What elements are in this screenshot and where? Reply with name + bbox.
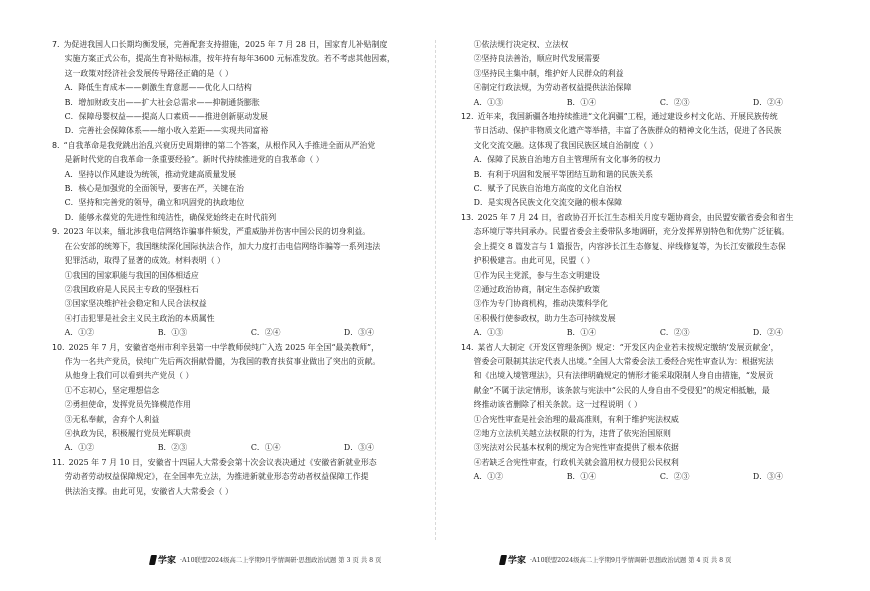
stem-line: 作为一名共产党员，侯纯广先后两次捐献骨髓，为我国的教育扶贫事业做出了突出的贡献。 <box>64 356 381 366</box>
option-a[interactable]: A．降低生育成本——刺激生育意愿——优化人口结构 <box>64 83 252 93</box>
question-number: 10. <box>52 342 65 352</box>
statement-2: ②我国政府是人民民主专政的坚强柱石 <box>64 284 199 294</box>
question-14 <box>461 341 846 485</box>
choice-a[interactable]: A．①③ <box>473 97 503 107</box>
choice-a[interactable]: A．①② <box>64 328 94 338</box>
answer-choices <box>461 96 846 110</box>
stem-line: 管委会可限制其法定代表人出境。”全国人大常委会法工委经合宪性审查认为：根据宪法 <box>473 356 774 366</box>
question-stem: 14. 某省人大制定《开发区管理条例》规定：“开发区内企业若未按规定缴纳‘发展贡献金’， <box>461 342 779 352</box>
statement-2: ②勇担使命，发挥党员先锋模范作用 <box>64 400 191 410</box>
logo-icon <box>499 555 507 565</box>
option-b[interactable]: B．有利于巩固和发展平等团结互助和谐的民族关系 <box>473 169 654 179</box>
stem-line: 供法治支撑。由此可见，安徽省人大常委会（ ） <box>64 486 233 496</box>
question-stem: 13. 2025 年 7 月 24 日，省政协召开长江生态相关月度专题协商会，由民盟安徽省委会和省生 <box>461 212 794 222</box>
choice-c[interactable]: C．①④ <box>250 443 281 453</box>
option-a[interactable]: A．保障了民族自治地方自主管理所有文化事务的权力 <box>473 155 661 165</box>
choice-a[interactable]: A．①③ <box>473 328 503 338</box>
stem-line: 护积极建言。由此可见，民盟（ ） <box>473 256 595 266</box>
choice-b[interactable]: B．②③ <box>157 443 188 453</box>
stem-line: 从他身上我们可以看到共产党员（ ） <box>64 371 194 381</box>
question-13 <box>461 211 846 341</box>
option-d[interactable]: D．能够永葆党的先进性和纯洁性，确保党始终走在时代前列 <box>64 212 277 222</box>
answer-choices <box>461 326 846 340</box>
publisher-logo: 学家 <box>150 553 176 566</box>
stem-line: 文化交流交融。这体现了我国民族区域自治制度（ ） <box>473 140 658 150</box>
option-c[interactable]: C．保障母婴权益——提高人口素质——推进创新驱动发展 <box>64 112 268 122</box>
question-number: 12. <box>461 112 474 122</box>
statement-4: ④打击犯罪是社会主义民主政治的本质属性 <box>64 313 215 323</box>
question-stem: 9. 2023 年以来，缅北涉我电信网络诈骗事件频发，严重威胁并伤害中国公民的切身利益。 <box>52 227 371 237</box>
publisher-logo: 学家 <box>500 553 526 566</box>
statement-1: ①不忘初心，坚定理想信念 <box>64 385 160 395</box>
option-c[interactable]: C．赋予了民族自治地方高度的文化自治权 <box>473 184 622 194</box>
statement-2: ②地方立法机关越立法权限的行为，违背了依宪治国原则 <box>473 428 671 438</box>
page-3-footer <box>150 553 381 566</box>
stem-line: 是新时代党的自我革命一条重要经验”。新时代持续推进党的自我革命（ ） <box>64 155 324 165</box>
answer-choices <box>52 441 437 455</box>
statement-4: ④制定行政法规，为劳动者权益提供法治保障 <box>473 83 632 93</box>
statement-2: ②通过政治协商，制定生态保护政策 <box>473 284 600 294</box>
stem-line: 犯罪活动，取得了显著的成效。材料表明（ ） <box>64 256 225 266</box>
stem-line: 献金”不属于法定情形，该条款与宪法中“公民的人身自由不受侵犯”的规定相抵触，最 <box>473 385 770 395</box>
question-11 <box>52 456 437 499</box>
choice-d[interactable]: D．②④ <box>752 97 783 107</box>
choice-d[interactable]: D．②④ <box>752 328 783 338</box>
stem-line: 会上提交 8 篇发言与 1 篇报告，内容涉长江生态修复、岸线修复等，为长江安徽段生态保 <box>473 241 786 251</box>
page-4-footer <box>500 553 731 566</box>
footer-text: ·A10联盟2024级高二上学期9月学情调研·思想政治试题 第 4 页 共 8 页 <box>530 557 732 564</box>
question-number: 14. <box>461 342 474 352</box>
option-d[interactable]: D．是实现各民族文化交流交融的根本保障 <box>473 198 622 208</box>
statement-3: ③作为专门协商机构，推动决策科学化 <box>473 299 608 309</box>
question-stem: 12. 近年来，我国新疆各地持续推进“文化润疆”工程，通过建设乡村文化站、开展民族传统 <box>461 112 778 122</box>
choice-b[interactable]: B．①④ <box>566 472 597 482</box>
logo-icon <box>149 555 157 565</box>
choice-a[interactable]: A．①② <box>64 443 94 453</box>
stem-line: 劳动者劳动权益保障规定》，在全国率先立法，为推进新就业形态劳动者权益保障工作提 <box>64 472 369 482</box>
option-a[interactable]: A．坚持以作风建设为统领，推动党建高质量发展 <box>64 169 237 179</box>
question-8 <box>52 139 437 225</box>
question-stem: 8. “自我革命是我党跳出治乱兴衰历史周期律的第二个答案，从根作风入手推进全面从严治党 <box>52 140 376 150</box>
page-3-column <box>52 38 437 499</box>
footer-text: ·A10联盟2024级高二上学期9月学情调研·思想政治试题 第 3 页 共 8 页 <box>180 557 382 564</box>
question-number: 11. <box>52 457 65 467</box>
choice-d[interactable]: D．③④ <box>343 328 374 338</box>
stem-line: 在公安部的统筹下，我国继续深化国际执法合作，加大力度打击电信网络诈骗等一系列违法 <box>64 241 381 251</box>
statement-3: ③坚持民主集中制，维护好人民群众的利益 <box>473 68 624 78</box>
statement-1: ①依法规行决定权、立法权 <box>473 40 569 49</box>
question-number: 8. <box>52 140 60 150</box>
choice-d[interactable]: D．③④ <box>343 443 374 453</box>
question-number: 7. <box>52 40 60 49</box>
question-stem: 7. 为促进我国人口长期均衡发展，完善配套支持措施，2025 年 7 月 28 日，国家育儿补贴制度 <box>52 40 388 49</box>
option-d[interactable]: D．完善社会保障体系——缩小收入差距——实现共同富裕 <box>64 126 269 136</box>
stem-line: 态环境厅等共同承办。民盟省委会主委带队多地调研，充分发挥界别特色和优势广泛征稿。 <box>473 227 790 237</box>
answer-choices <box>461 470 846 484</box>
choice-d[interactable]: D．③④ <box>752 472 783 482</box>
statement-1: ①合宪性审查是社会治理的最高准则，有利于维护宪法权威 <box>473 414 679 424</box>
answer-choices <box>52 326 437 340</box>
question-stem: 10. 2025 年 7 月，安徽省亳州市利辛县第一中学教师侯纯广入选 2025 年全国“最美教师”， <box>52 342 379 352</box>
choice-a[interactable]: A．①② <box>473 472 503 482</box>
question-12 <box>461 110 846 211</box>
stem-line: 和《出境入境管理法》，只有法律明确规定的情形才能采取限制人身自由措施，“发展贡 <box>473 371 774 381</box>
statement-1: ①我国的国家职能与我国的国体相适应 <box>64 270 199 280</box>
stem-line: 终推动该省删除了相关条款。这一过程说明（ ） <box>473 400 642 410</box>
page-4-column <box>461 38 846 485</box>
stem-line: 节日活动、保护非物质文化遗产等举措，丰富了各族群众的精神文化生活，促进了各民族 <box>473 126 782 136</box>
choice-c[interactable]: C．②③ <box>659 97 690 107</box>
option-c[interactable]: C．坚持和完善党的领导，确立和巩固党的执政地位 <box>64 198 245 208</box>
choice-c[interactable]: C．②③ <box>659 472 690 482</box>
question-11-continued <box>461 38 846 110</box>
question-stem: 11. 2025 年 7 月 10 日，安徽省十四届人大常委会第十次会议表决通过《安徽省新就业形态 <box>52 457 377 467</box>
question-9 <box>52 225 437 340</box>
question-7 <box>52 38 437 139</box>
statement-3: ③国家坚决维护社会稳定和人民合法权益 <box>64 299 207 309</box>
statement-4: ④执政为民，积极履行党员光辉职责 <box>64 428 191 438</box>
question-number: 9. <box>52 227 60 237</box>
statement-1: ①作为民主党派，参与生态文明建设 <box>473 270 600 280</box>
statement-3: ③宪法对公民基本权利的规定为合宪性审查提供了根本依据 <box>473 443 679 453</box>
choice-b[interactable]: B．①③ <box>157 328 188 338</box>
choice-b[interactable]: B．①④ <box>566 328 597 338</box>
choice-c[interactable]: C．②③ <box>659 328 690 338</box>
choice-b[interactable]: B．①④ <box>566 97 597 107</box>
question-10 <box>52 341 437 456</box>
statement-4: ④若缺乏合宪性审查，行政机关就会滥用权力侵犯公民权利 <box>473 457 679 467</box>
statement-4: ④积极行使参政权，助力生态可持续发展 <box>473 313 616 323</box>
question-number: 13. <box>461 212 474 222</box>
stem-line: 这一政策对经济社会发展传导路径正确的是（ ） <box>64 68 233 78</box>
stem-line: 实施方案正式公布，提高生育补贴标准，按年持有每年3600 元标准发放。若不考虑其他因素， <box>64 54 395 64</box>
option-b[interactable]: B．核心是加强党的全面领导，要害在严，关键在治 <box>64 184 245 194</box>
choice-c[interactable]: C．②④ <box>250 328 281 338</box>
statement-3: ③无私奉献，舍弃个人利益 <box>64 414 160 424</box>
option-b[interactable]: B．增加财政支出——扩大社会总需求——抑制通货膨胀 <box>64 97 260 107</box>
statement-2: ②坚持良法善治，顺应时代发展需要 <box>473 54 600 64</box>
